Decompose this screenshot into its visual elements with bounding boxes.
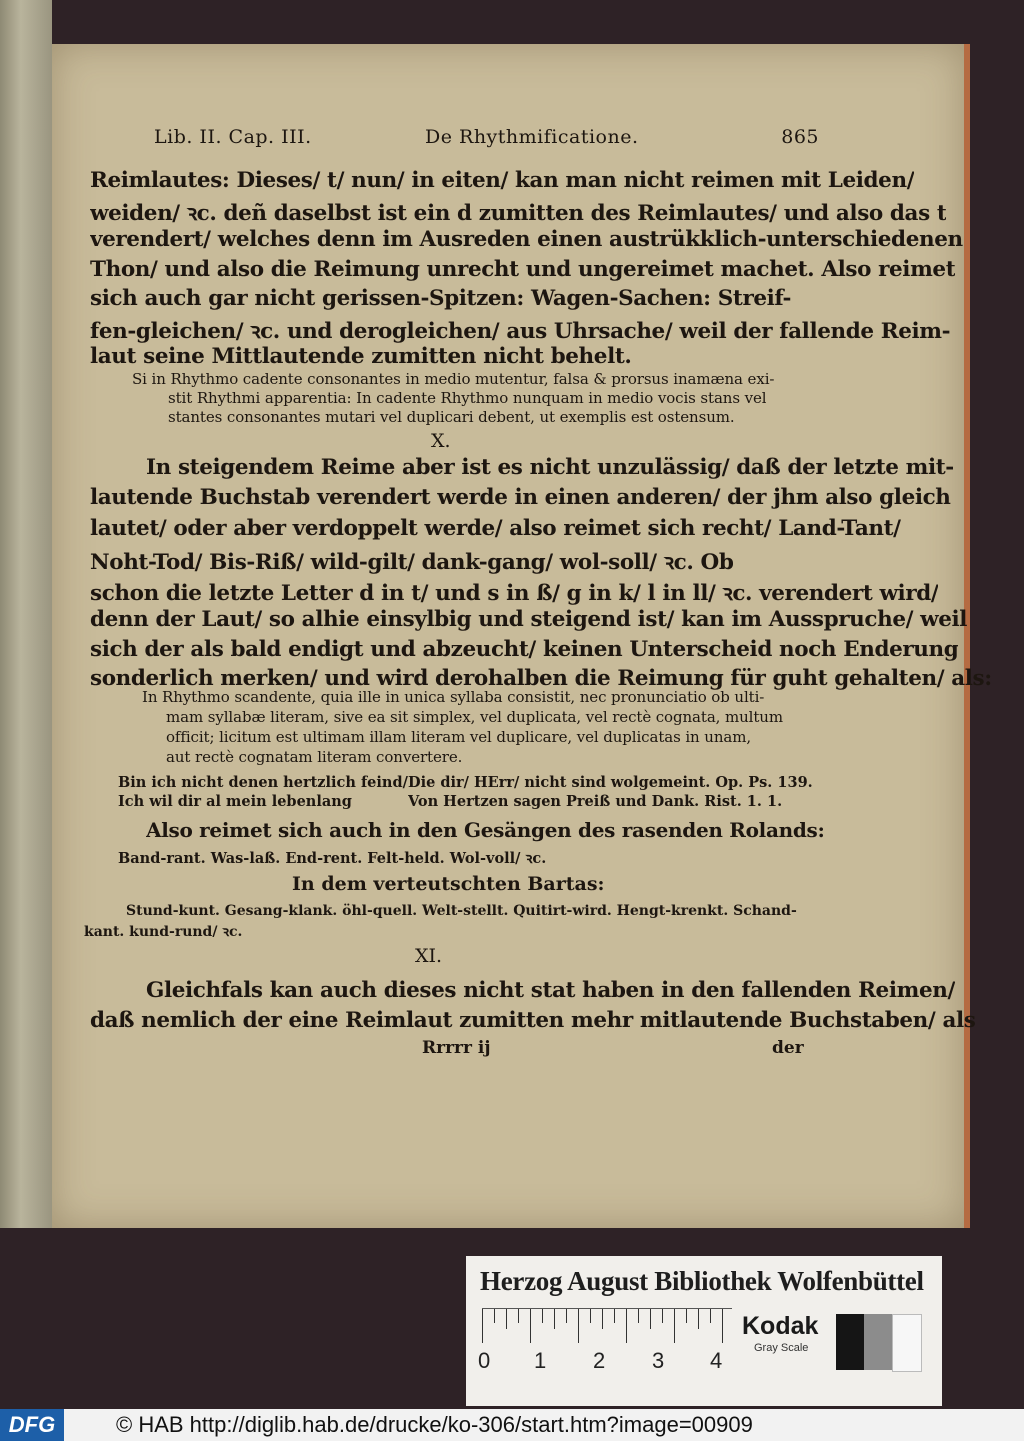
verse-right: Die dir/ HErr/ nicht sind wolgemeint. Op. Ps. 139. [408, 774, 813, 791]
latin-line: stantes consonantes mutari vel duplicari debent, ut exemplis est ostensum. [168, 408, 735, 426]
text-line: fen-gleichen/ ꝛc. und derogleichen/ aus Uhrsache/ weil der fallende Reim- [90, 319, 951, 344]
gray-patch-mid [864, 1314, 892, 1370]
library-name: Herzog August Bibliothek Wolfenbüttel [480, 1266, 924, 1296]
text-line: verendert/ welches denn im Ausreden einen austrükklich-unterschiedenen [90, 227, 963, 252]
latin-line: In Rhythmo scandente, quia ille in unica syllaba consistit, nec pronunciatio ob ulti- [142, 688, 765, 706]
text-line: sich der als bald endigt und abzeucht/ keinen Unterscheid noch Enderung [90, 637, 959, 662]
header-title: De Rhythmificatione. [425, 126, 639, 148]
kodak-logo: Kodak [742, 1312, 819, 1340]
text-line: Reimlautes: Dieses/ t/ nun/ in eiten/ kan man nicht reimen mit Leiden/ [90, 168, 915, 193]
dfg-logo: DFG [0, 1409, 64, 1441]
rhyme-list: kant. kund-rund/ ꝛc. [84, 924, 243, 940]
text-line: schon die letzte Letter d in t/ und s in ß/ g in k/ l in ll/ ꝛc. verendert wird/ [90, 581, 939, 606]
signature-mark: Rrrrr ij [422, 1038, 491, 1058]
text-line: sonderlich merken/ und wird derohalben die Reimung für guht gehalten/ als: [90, 666, 992, 691]
text-line: Noht-Tod/ Bis-Riß/ wild-gilt/ dank-gang/ wol-soll/ ꝛc. Ob [90, 550, 734, 575]
ruler-digit: 0 [478, 1348, 491, 1373]
text-line: weiden/ ꝛc. deñ daselbst ist ein d zumitten des Reimlautes/ und also das t [90, 201, 947, 226]
latin-line: officit; licitum est ultimam illam literam vel duplicare, vel duplicatas in unam, [166, 728, 752, 746]
ruler-digit: 3 [652, 1348, 665, 1373]
text-line: lautende Buchstab verendert werde in einen anderen/ der jhm also gleich [90, 485, 951, 510]
ruler-digit: 1 [534, 1348, 547, 1373]
text-line: laut seine Mittlautende zumitten nicht behelt. [90, 344, 632, 369]
gray-scale-label: Gray Scale [754, 1342, 809, 1354]
page-number: 865 [781, 126, 819, 148]
text-line: Gleichfals kan auch dieses nicht stat haben in den fallenden Reimen/ [146, 978, 955, 1003]
text-line: In steigendem Reime aber ist es nicht unzulässig/ daß der letzte mit- [146, 455, 954, 480]
text-line: Thon/ und also die Reimung unrecht und ungereimet machet. Also reimet [90, 257, 956, 282]
text-line: sich auch gar nicht gerissen-Spitzen: Wagen-Sachen: Streif- [90, 286, 792, 311]
gray-patch-white [892, 1314, 922, 1372]
scan-left-edge [0, 0, 52, 1228]
verse-left: Ich wil dir al mein lebenlang [118, 793, 352, 810]
verse-left: Bin ich nicht denen hertzlich feind/ [118, 774, 408, 791]
verse-right: Von Hertzen sagen Preiß und Dank. Rist. 1. 1. [408, 793, 783, 810]
ruler-digit: 4 [710, 1348, 723, 1373]
rhyme-list: Band-rant. Was-laß. End-rent. Felt-held. Wol-voll/ ꝛc. [118, 850, 547, 867]
text-line: lautet/ oder aber verdoppelt werde/ also reimet sich recht/ Land-Tant/ [90, 516, 901, 541]
latin-line: mam syllabæ literam, sive ea sit simplex, vel duplicata, vel rectè cognata, multum [166, 708, 783, 726]
color-target-label [466, 1256, 942, 1406]
latin-line: aut rectè cognatam literam convertere. [166, 748, 463, 766]
text-line: denn der Laut/ so alhie einsylbig und steigend ist/ kan im Ausspruche/ weil [90, 607, 968, 632]
header-chapter: Lib. II. Cap. III. [154, 126, 312, 148]
ruler [482, 1308, 732, 1349]
copyright-url[interactable]: © HAB http://diglib.hab.de/drucke/ko-306/start.htm?image=00909 [116, 1412, 753, 1437]
ruler-digit: 2 [593, 1348, 606, 1373]
text-line: daß nemlich der eine Reimlaut zumitten mehr mitlautende Buchstaben/ als [90, 1008, 976, 1033]
running-header [90, 126, 819, 156]
rhyme-list: Stund-kunt. Gesang-klank. öhl-quell. Welt-stellt. Quitirt-wird. Hengt-krenkt. Schand- [126, 903, 797, 919]
catchword: der [772, 1038, 804, 1058]
text-line: Also reimet sich auch in den Gesängen des rasenden Rolands: [146, 818, 825, 842]
text-line: In dem verteutschten Bartas: [292, 873, 605, 895]
latin-line: stit Rhythmi apparentia: In cadente Rhythmo nunquam in medio vocis stans vel [168, 389, 767, 407]
latin-line: Si in Rhythmo cadente consonantes in medio mutentur, falsa & prorsus inamæna exi- [132, 370, 775, 388]
gray-patch-black [836, 1314, 864, 1370]
footer-bar [0, 1409, 1024, 1441]
